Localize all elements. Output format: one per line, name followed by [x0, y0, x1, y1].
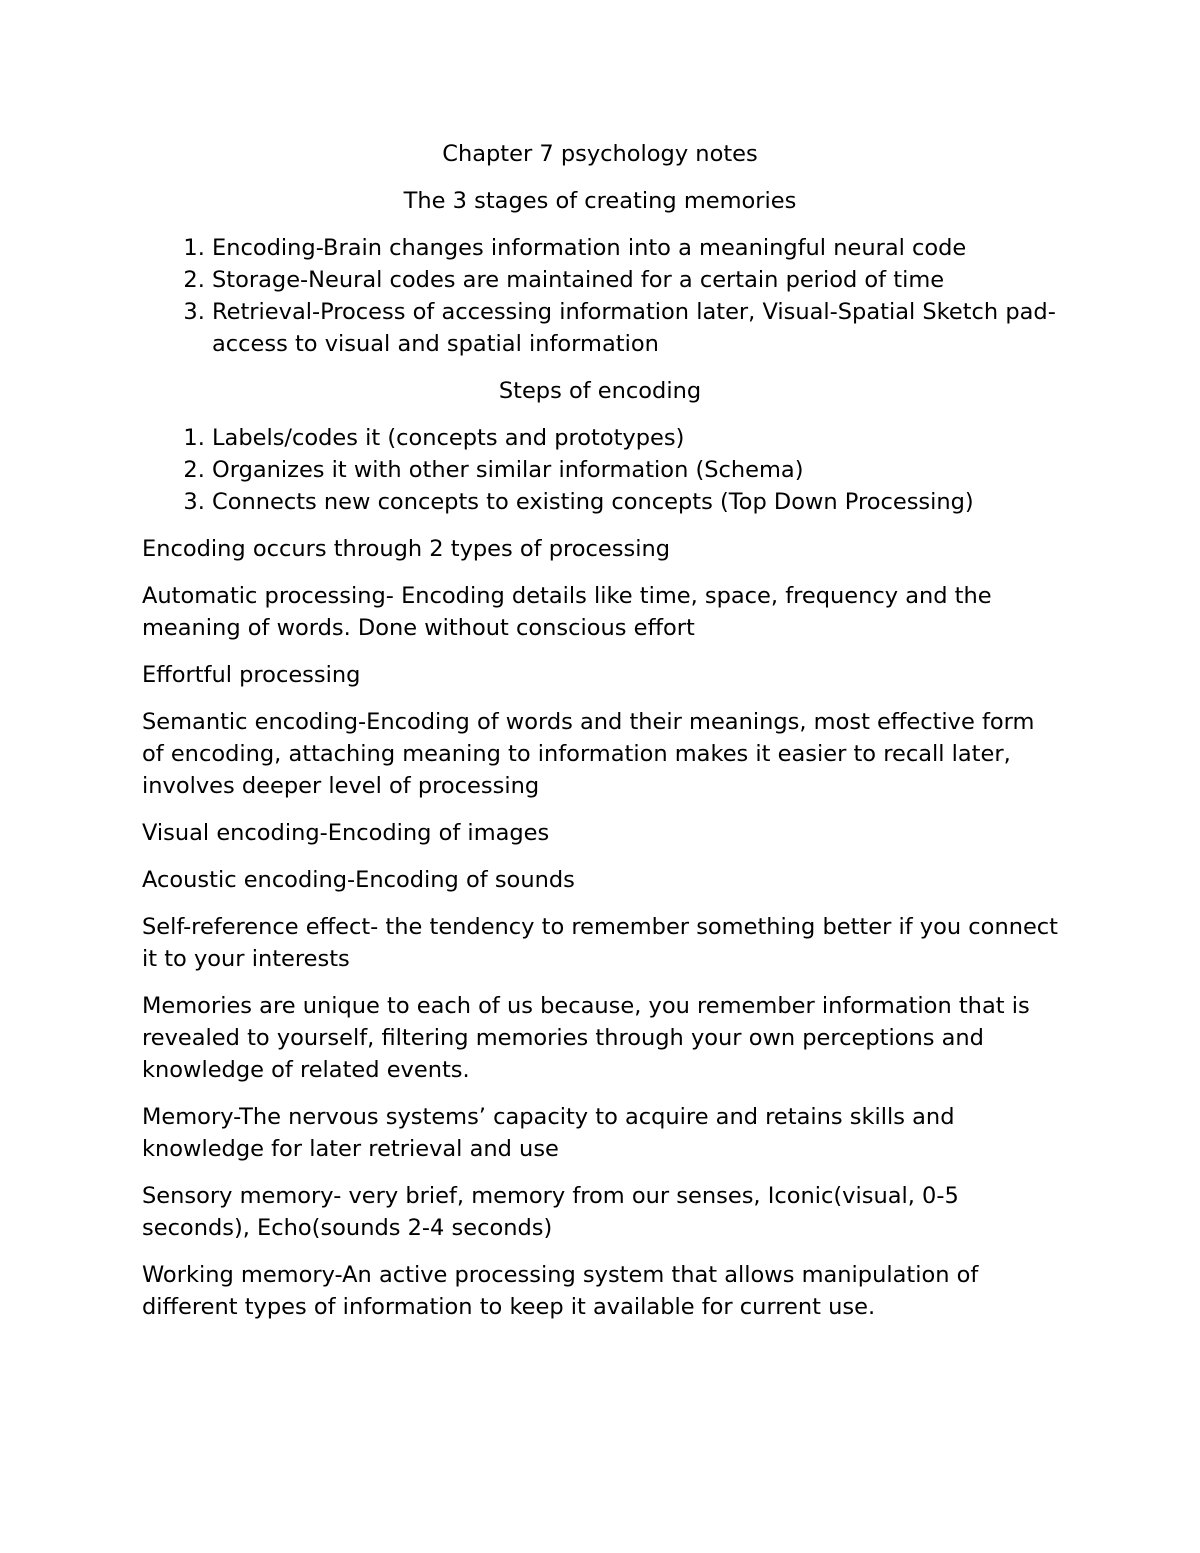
- stages-list: [142, 232, 1058, 360]
- document-title: Chapter 7 psychology notes: [442, 141, 758, 167]
- list-item: 3. Connects new concepts to existing concepts (Top Down Processing): [212, 486, 1058, 518]
- document-body: [142, 138, 1058, 1338]
- paragraph: Encoding occurs through 2 types of processing: [142, 536, 670, 562]
- paragraph: Automatic processing- Encoding details like time, space, frequency and the meaning of words. Done without conscious effort: [142, 583, 992, 641]
- list-item: 1. Encoding-Brain changes information into a meaningful neural code: [212, 232, 1058, 264]
- paragraph: Memory-The nervous systems’ capacity to acquire and retains skills and knowledge for later retrieval and use: [142, 1104, 955, 1162]
- list-item: 2. Organizes it with other similar information (Schema): [212, 454, 1058, 486]
- section-heading-stages: The 3 stages of creating memories: [403, 188, 797, 214]
- paragraph: Visual encoding-Encoding of images: [142, 820, 550, 846]
- list-item: 2. Storage-Neural codes are maintained for a certain period of time: [212, 264, 1058, 296]
- paragraph: Sensory memory- very brief, memory from our senses, Iconic(visual, 0-5 seconds), Echo(sounds 2-4 seconds): [142, 1183, 959, 1241]
- steps-list: [142, 422, 1058, 518]
- list-item: 3. Retrieval-Process of accessing information later, Visual-Spatial Sketch pad- access to visual and spatial information: [212, 296, 1058, 360]
- paragraph: Working memory-An active processing system that allows manipulation of different types of information to keep it available for current use.: [142, 1262, 979, 1320]
- paragraph: Self-reference effect- the tendency to remember something better if you connect it to your interests: [142, 914, 1058, 972]
- section-heading-steps: Steps of encoding: [498, 378, 702, 404]
- paragraph: Semantic encoding-Encoding of words and their meanings, most effective form of encoding, attaching meaning to information makes it easier to recall later, involves deeper level of processing: [142, 709, 1035, 799]
- paragraph: Acoustic encoding-Encoding of sounds: [142, 867, 575, 893]
- paragraph: Effortful processing: [142, 662, 361, 688]
- list-item: 1. Labels/codes it (concepts and prototypes): [212, 422, 1058, 454]
- paragraph: Memories are unique to each of us because, you remember information that is revealed to yourself, filtering memories through your own perceptions and knowledge of related events.: [142, 993, 1030, 1083]
